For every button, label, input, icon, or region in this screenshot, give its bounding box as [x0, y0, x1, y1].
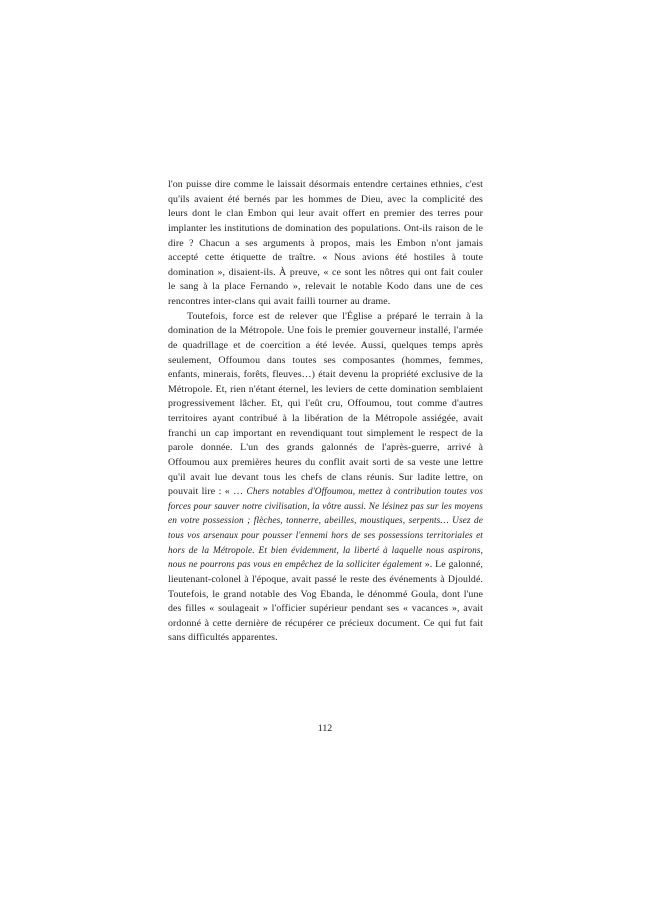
page-number: 112 — [317, 723, 333, 734]
paragraph-2-tail-text: ». Le galonné, lieutenant-colonel à l'époque, avait passé le reste des événements à Djouldé. Toutefois, le grand notable des Vog Ebanda, le dénommé Goula, dont l'une des filles « soulageait » l'officier supérieur pendant ses « vacances », avait ordonné à cette dernière de récupérer ce précieux document. Ce qui fut fait sans difficultés apparentes. — [168, 559, 483, 644]
paragraph-1-text: l'on puisse dire comme le laissait désormais entendre certaines ethnies, c'est qu'ils avaient été bernés par les hommes de Dieu, avec la complicité des leurs dont le clan Embon qui leur avait offert en premier des terres pour implanter les institutions de domination des populations. Ont-ils raison de le dire ? Chacun a ses arguments à propos, mais les Embon n'ont jamais accepté cette étiquette de traître. « Nous avions été hostiles à toute domination », disaient-ils. À preuve, « ce sont les nôtres qui ont fait couler le sang à la place Fernando », relevait le notable Kodo dans une de ces rencontres inter-clans qui avait failli tourner au drame. — [168, 179, 483, 307]
body-paragraph-2 — [168, 310, 483, 646]
quoted-letter-italic-text: Chers notables d'Offoumou, mettez à contribution toutes vos forces pour sauver notre civilisation, la vôtre aussi. Ne lésinez pas sur les moyens en votre possession ; flèches, tonnerre, abeilles, moustiques, serpents… Usez de tous vos arsenaux pour pousser l'ennemi hors de ses possessions territoriales et hors de la Métropole. Et bien évidemment, la liberté à laquelle nous aspirons, nous ne pourrons pas vous en empêchez de la solliciter également — [168, 487, 483, 571]
page-text-body — [168, 178, 483, 646]
body-paragraph-1 — [168, 178, 483, 310]
paragraph-2-lead-text: Toutefois, force est de relever que l'Église a préparé le terrain à la domination de la Métropole. Une fois le premier gouverneur installé, l'armée de quadrillage et de coercition a été levée. Aussi, quelques temps après seulement, Offoumou dans toutes ses composantes (hommes, femmes, enfants, minerais, forêts, fleuves…) était devenu la propriété exclusive de la Métropole. Et, rien n'étant éternel, les leviers de cette domination semblaient progressivement lâcher. Et, qui l'eût cru, Offoumou, tout comme d'autres territoires ayant contribué à la libération de la Métropole assiégée, avait franchi un cap important en revendiquant tout simplement le respect de la parole donnée. L'un des grands galonnés de l'après-guerre, arrivé à Offoumou aux premières heures du conflit avait sorti de sa veste une lettre qu'il avait lue devant tous les chefs de clans réunis. Sur ladite lettre, on pouvait lire : « … — [168, 310, 483, 498]
